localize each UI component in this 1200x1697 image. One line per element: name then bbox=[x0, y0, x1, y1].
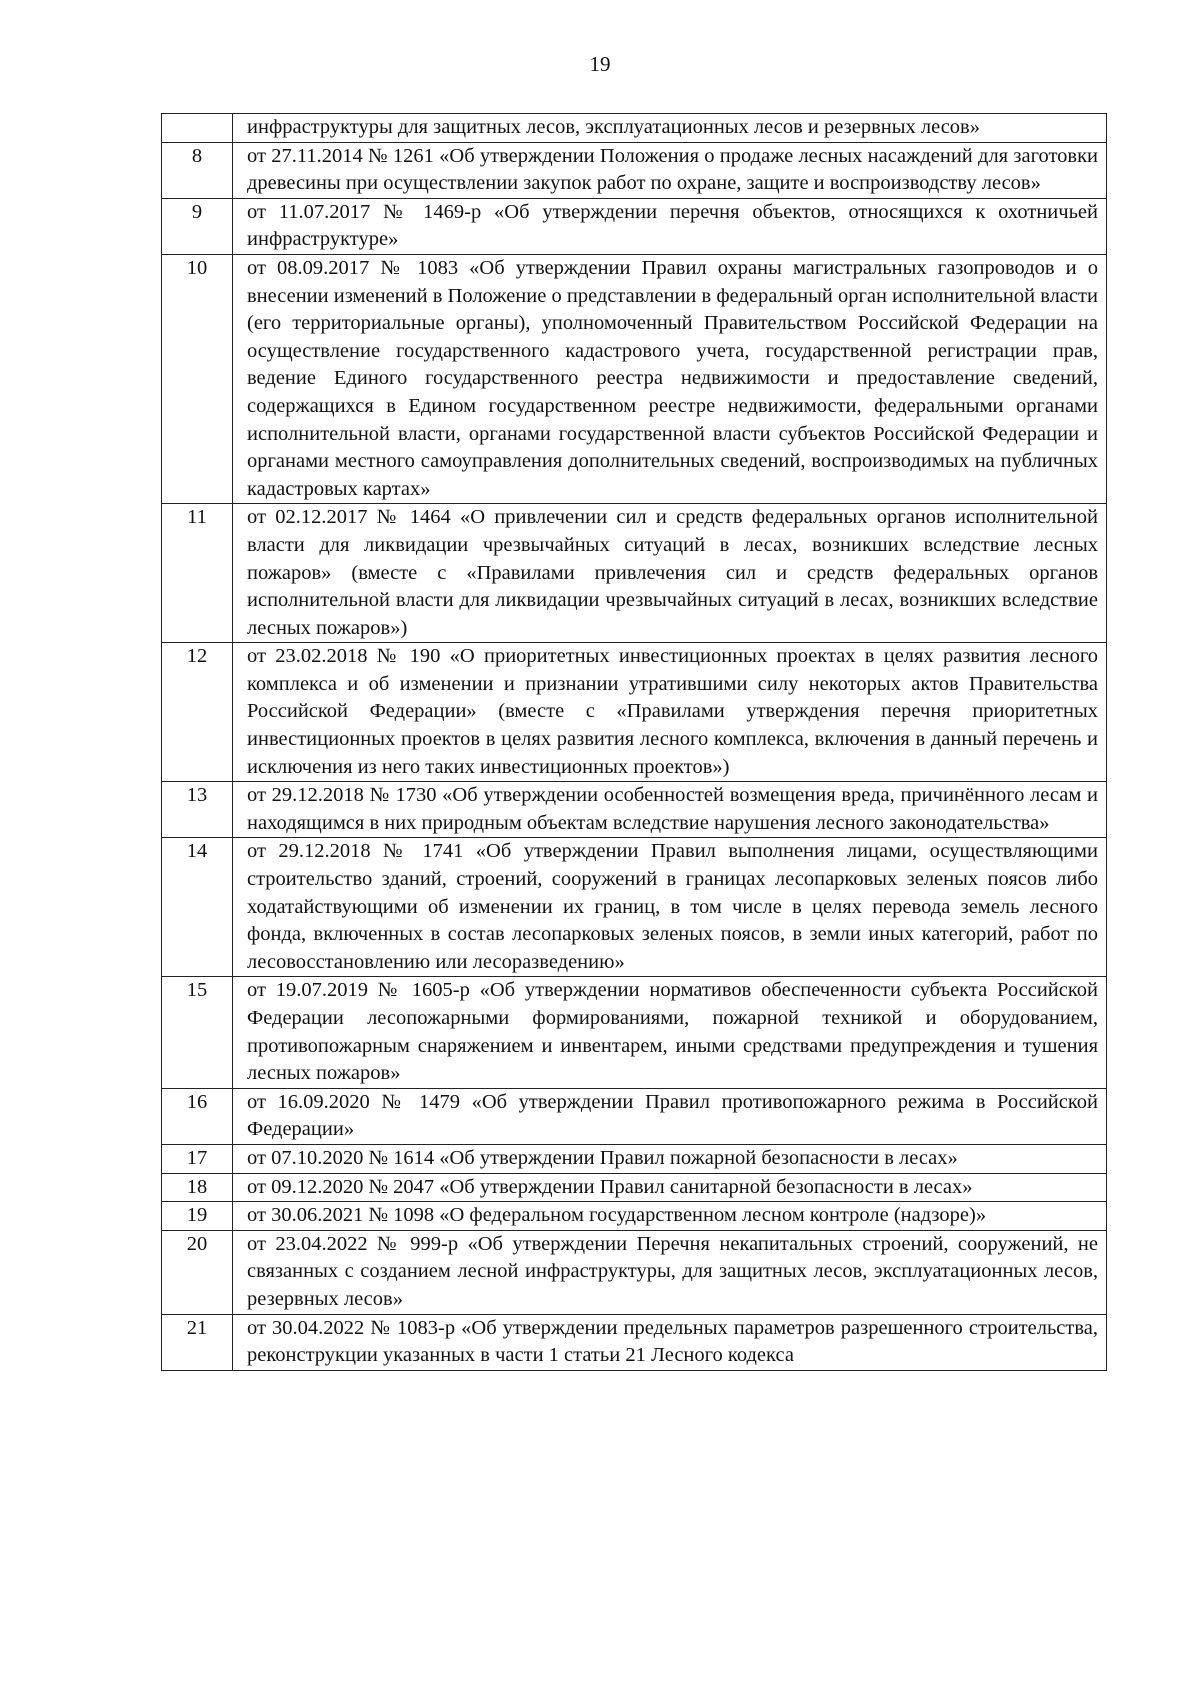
row-text: инфраструктуры для защитных лесов, эксплуатационных лесов и резервных лесов» bbox=[233, 114, 1107, 143]
row-number bbox=[162, 114, 233, 143]
table-row bbox=[162, 1202, 1107, 1231]
row-number: 14 bbox=[162, 838, 233, 977]
row-text: от 30.06.2021 № 1098 «О федеральном государственном лесном контроле (надзоре)» bbox=[233, 1202, 1107, 1231]
row-number: 8 bbox=[162, 142, 233, 198]
table-row bbox=[162, 1088, 1107, 1144]
table-row bbox=[162, 1173, 1107, 1202]
table-row bbox=[162, 504, 1107, 643]
table-row bbox=[162, 1314, 1107, 1370]
table-row bbox=[162, 198, 1107, 254]
table-row bbox=[162, 782, 1107, 838]
page-number: 19 bbox=[589, 52, 611, 76]
row-text: от 27.11.2014 № 1261 «Об утверждении Положения о продаже лесных насаждений для заготовки древесины при осуществлении закупок работ по охране, защите и воспроизводству лесов» bbox=[233, 142, 1107, 198]
row-number: 12 bbox=[162, 643, 233, 782]
row-number: 18 bbox=[162, 1173, 233, 1202]
row-text-cell bbox=[233, 1314, 1107, 1370]
row-text: от 02.12.2017 № 1464 «О привлечении сил и средств федеральных органов исполнительной власти для ликвидации чрезвычайных ситуаций в лесах, возникших вследствие лесных пожаров» (вместе с «Правилами привлечения сил и средств федеральных органов исполнительной власти для ликвидации чрезвычайных ситуаций в лесах, возникших вследствие лесных пожаров») bbox=[233, 504, 1107, 643]
row-text: от 29.12.2018 № 1741 «Об утверждении Правил выполнения лицами, осуществляющими строительство зданий, строений, сооружений в границах лесопарковых зеленых поясов либо ходатайствующими об изменении их границ, в том числе в целях перевода земель лесного фонда, включенных в состав лесопарковых зеленых поясов, в земли иных категорий, работ по лесовосстановлению или лесоразведению» bbox=[233, 838, 1107, 977]
row-number: 15 bbox=[162, 977, 233, 1088]
row-text: от 09.12.2020 № 2047 «Об утверждении Правил санитарной безопасности в лесах» bbox=[233, 1173, 1107, 1202]
table-row bbox=[162, 142, 1107, 198]
row-number: 10 bbox=[162, 254, 233, 503]
row-text: от 23.02.2018 № 190 «О приоритетных инвестиционных проектах в целях развития лесного комплекса и об изменении и признании утратившими силу некоторых актов Правительства Российской Федерации» (вместе с «Правилами утверждения перечня приоритетных инвестиционных проектов в целях развития лесного комплекса, включения в данный перечень и исключения из него таких инвестиционных проектов») bbox=[233, 643, 1107, 782]
row-text: от 23.04.2022 № 999-р «Об утверждении Перечня некапитальных строений, сооружений, не связанных с созданием лесной инфраструктуры, для защитных лесов, эксплуатационных лесов, резервных лесов» bbox=[233, 1230, 1107, 1314]
row-number: 17 bbox=[162, 1144, 233, 1173]
table-row bbox=[162, 114, 1107, 143]
row-text: от 30.04.2022 № 1083-р «Об утверждении предельных параметров разрешенного строительства, реконструкции указанных в части 1 статьи 21 Лесного кодекса bbox=[247, 1316, 1098, 1367]
row-text: от 08.09.2017 № 1083 «Об утверждении Правил охраны магистральных газопроводов и о внесении изменений в Положение о представлении в федеральный орган исполнительной власти (его территориальные органы), уполномоченный Правительством Российской Федерации на осуществление государственного кадастрового учета, государственной регистрации прав, ведение Единого государственного реестра недвижимости и предоставление сведений, содержащихся в Едином государственном реестре недвижимости, федеральными органами исполнительной власти, органами государственной власти субъектов Российской Федерации и органами местного самоуправления дополнительных сведений, воспроизводимых на публичных кадастровых картах» bbox=[233, 254, 1107, 503]
row-number: 16 bbox=[162, 1088, 233, 1144]
regulations-table bbox=[161, 113, 1107, 1371]
table-row bbox=[162, 977, 1107, 1088]
row-number: 20 bbox=[162, 1230, 233, 1314]
table-row bbox=[162, 254, 1107, 503]
row-text: от 07.10.2020 № 1614 «Об утверждении Правил пожарной безопасности в лесах» bbox=[233, 1144, 1107, 1173]
row-text: от 11.07.2017 № 1469-р «Об утверждении перечня объектов, относящихся к охотничьей инфраструктуре» bbox=[233, 198, 1107, 254]
row-number: 11 bbox=[162, 504, 233, 643]
row-text: от 16.09.2020 № 1479 «Об утверждении Правил противопожарного режима в Российской Федерации» bbox=[233, 1088, 1107, 1144]
table-row bbox=[162, 643, 1107, 782]
row-number: 9 bbox=[162, 198, 233, 254]
row-text: от 19.07.2019 № 1605-р «Об утверждении нормативов обеспеченности субъекта Российской Федерации лесопожарными формированиями, пожарной техникой и оборудованием, противопожарным снаряжением и инвентарем, иными средствами предупреждения и тушения лесных пожаров» bbox=[233, 977, 1107, 1088]
row-number: 21 bbox=[162, 1314, 233, 1370]
table-row bbox=[162, 1230, 1107, 1314]
row-text: от 29.12.2018 № 1730 «Об утверждении особенностей возмещения вреда, причинённого лесам и находящимся в них природным объектам вследствие нарушения лесного законодательства» bbox=[233, 782, 1107, 838]
row-number: 19 bbox=[162, 1202, 233, 1231]
row-number: 13 bbox=[162, 782, 233, 838]
table-row bbox=[162, 838, 1107, 977]
table-row bbox=[162, 1144, 1107, 1173]
